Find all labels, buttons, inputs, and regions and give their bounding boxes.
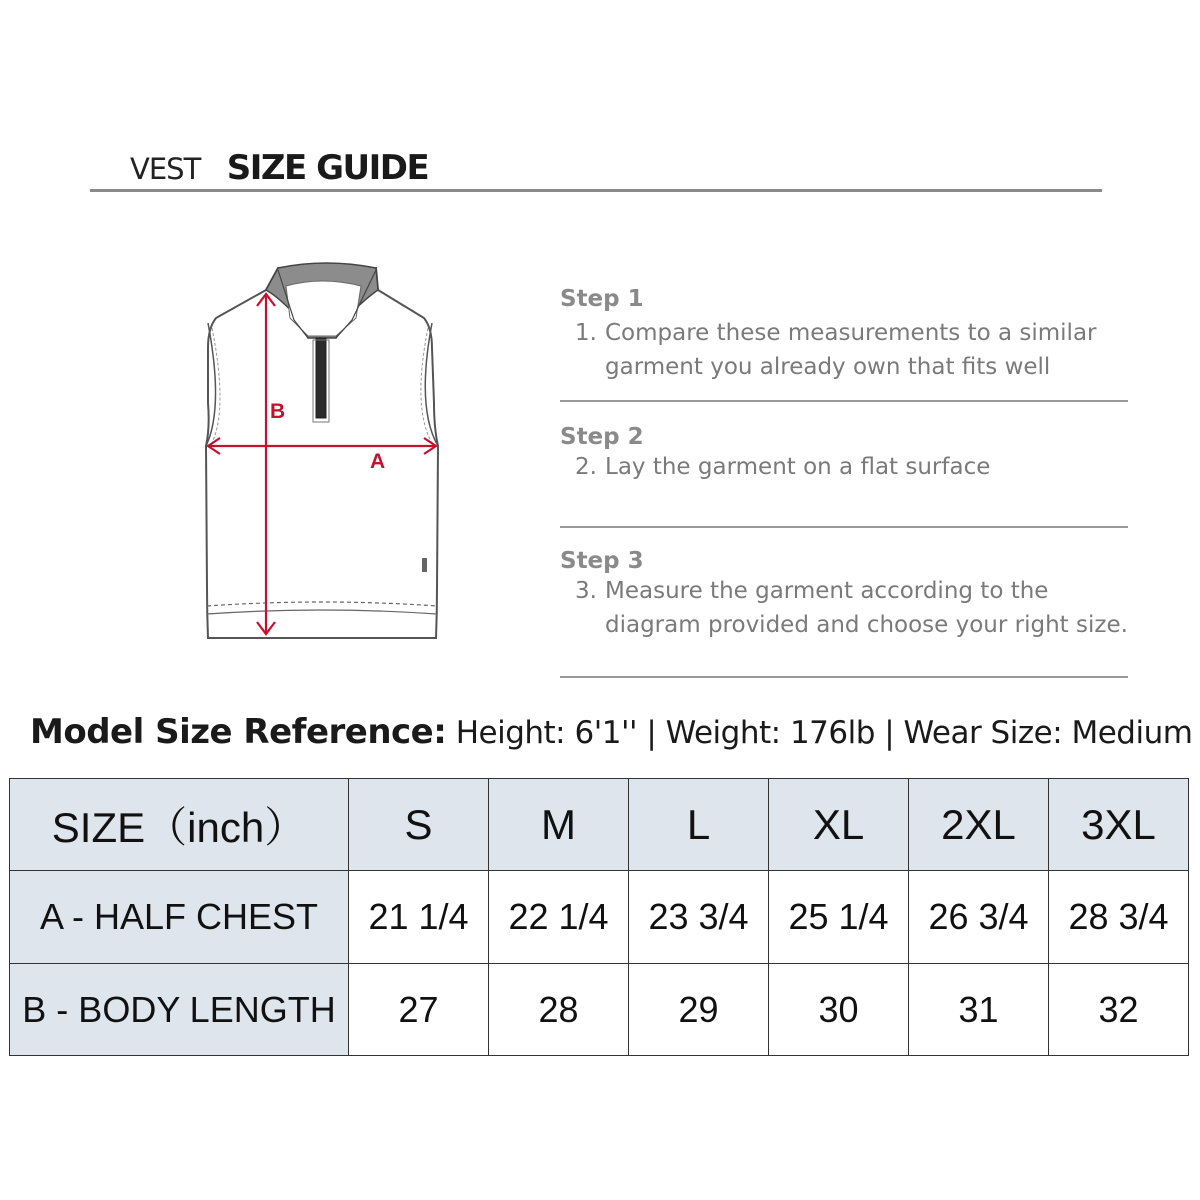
step-line: Measure the garment according to the bbox=[605, 578, 1049, 604]
vest-diagram bbox=[196, 258, 446, 648]
size-header: M bbox=[489, 779, 629, 871]
row-label: B - BODY LENGTH bbox=[10, 964, 349, 1056]
table-cell: 32 bbox=[1049, 964, 1189, 1056]
size-header: 2XL bbox=[909, 779, 1049, 871]
step-line: Compare these measurements to a similar bbox=[605, 320, 1097, 346]
step-line: Lay the garment on a flat surface bbox=[605, 454, 991, 480]
table-cell: 28 3/4 bbox=[1049, 871, 1189, 964]
model-reference-label: Model Size Reference: bbox=[30, 712, 447, 752]
table-cell: 21 1/4 bbox=[349, 871, 489, 964]
step-2 bbox=[560, 424, 1128, 528]
step-number: 2. bbox=[575, 454, 597, 480]
size-header: XL bbox=[769, 779, 909, 871]
model-size-reference bbox=[30, 712, 1192, 752]
label-b: B bbox=[270, 400, 286, 423]
table-cell: 23 3/4 bbox=[629, 871, 769, 964]
table-cell: 22 1/4 bbox=[489, 871, 629, 964]
table-cell: 26 3/4 bbox=[909, 871, 1049, 964]
step-1 bbox=[560, 286, 1128, 402]
header-divider bbox=[90, 189, 1102, 192]
step-line: garment you already own that fits well bbox=[605, 354, 1051, 380]
table-row bbox=[10, 964, 1189, 1056]
size-chart-table bbox=[9, 778, 1189, 1056]
page-header bbox=[130, 148, 428, 188]
table-cell: 25 1/4 bbox=[769, 871, 909, 964]
step-title: Step 3 bbox=[560, 548, 644, 574]
table-cell: 29 bbox=[629, 964, 769, 1056]
step-number: 3. bbox=[575, 578, 597, 604]
step-number: 1. bbox=[575, 320, 597, 346]
table-cell: 31 bbox=[909, 964, 1049, 1056]
step-3 bbox=[560, 548, 1128, 678]
row-label: A - HALF CHEST bbox=[10, 871, 349, 964]
size-header: L bbox=[629, 779, 769, 871]
size-header: S bbox=[349, 779, 489, 871]
step-title: Step 2 bbox=[560, 424, 644, 450]
table-cell: 27 bbox=[349, 964, 489, 1056]
table-cell: 30 bbox=[769, 964, 909, 1056]
table-row bbox=[10, 871, 1189, 964]
model-reference-details: Height: 6'1'' | Weight: 176lb | Wear Size: Medium bbox=[455, 715, 1193, 751]
zipper bbox=[316, 338, 326, 418]
measurement-steps bbox=[560, 282, 1128, 678]
category-label: VEST bbox=[130, 152, 201, 186]
table-cell: 28 bbox=[489, 964, 629, 1056]
label-a: A bbox=[370, 450, 386, 473]
step-title: Step 1 bbox=[560, 286, 644, 312]
page-title: SIZE GUIDE bbox=[226, 148, 429, 188]
step-line: diagram provided and choose your right size. bbox=[605, 612, 1128, 638]
table-header-row bbox=[10, 779, 1189, 871]
size-unit-header: SIZE（inch） bbox=[10, 779, 349, 871]
size-header: 3XL bbox=[1049, 779, 1189, 871]
